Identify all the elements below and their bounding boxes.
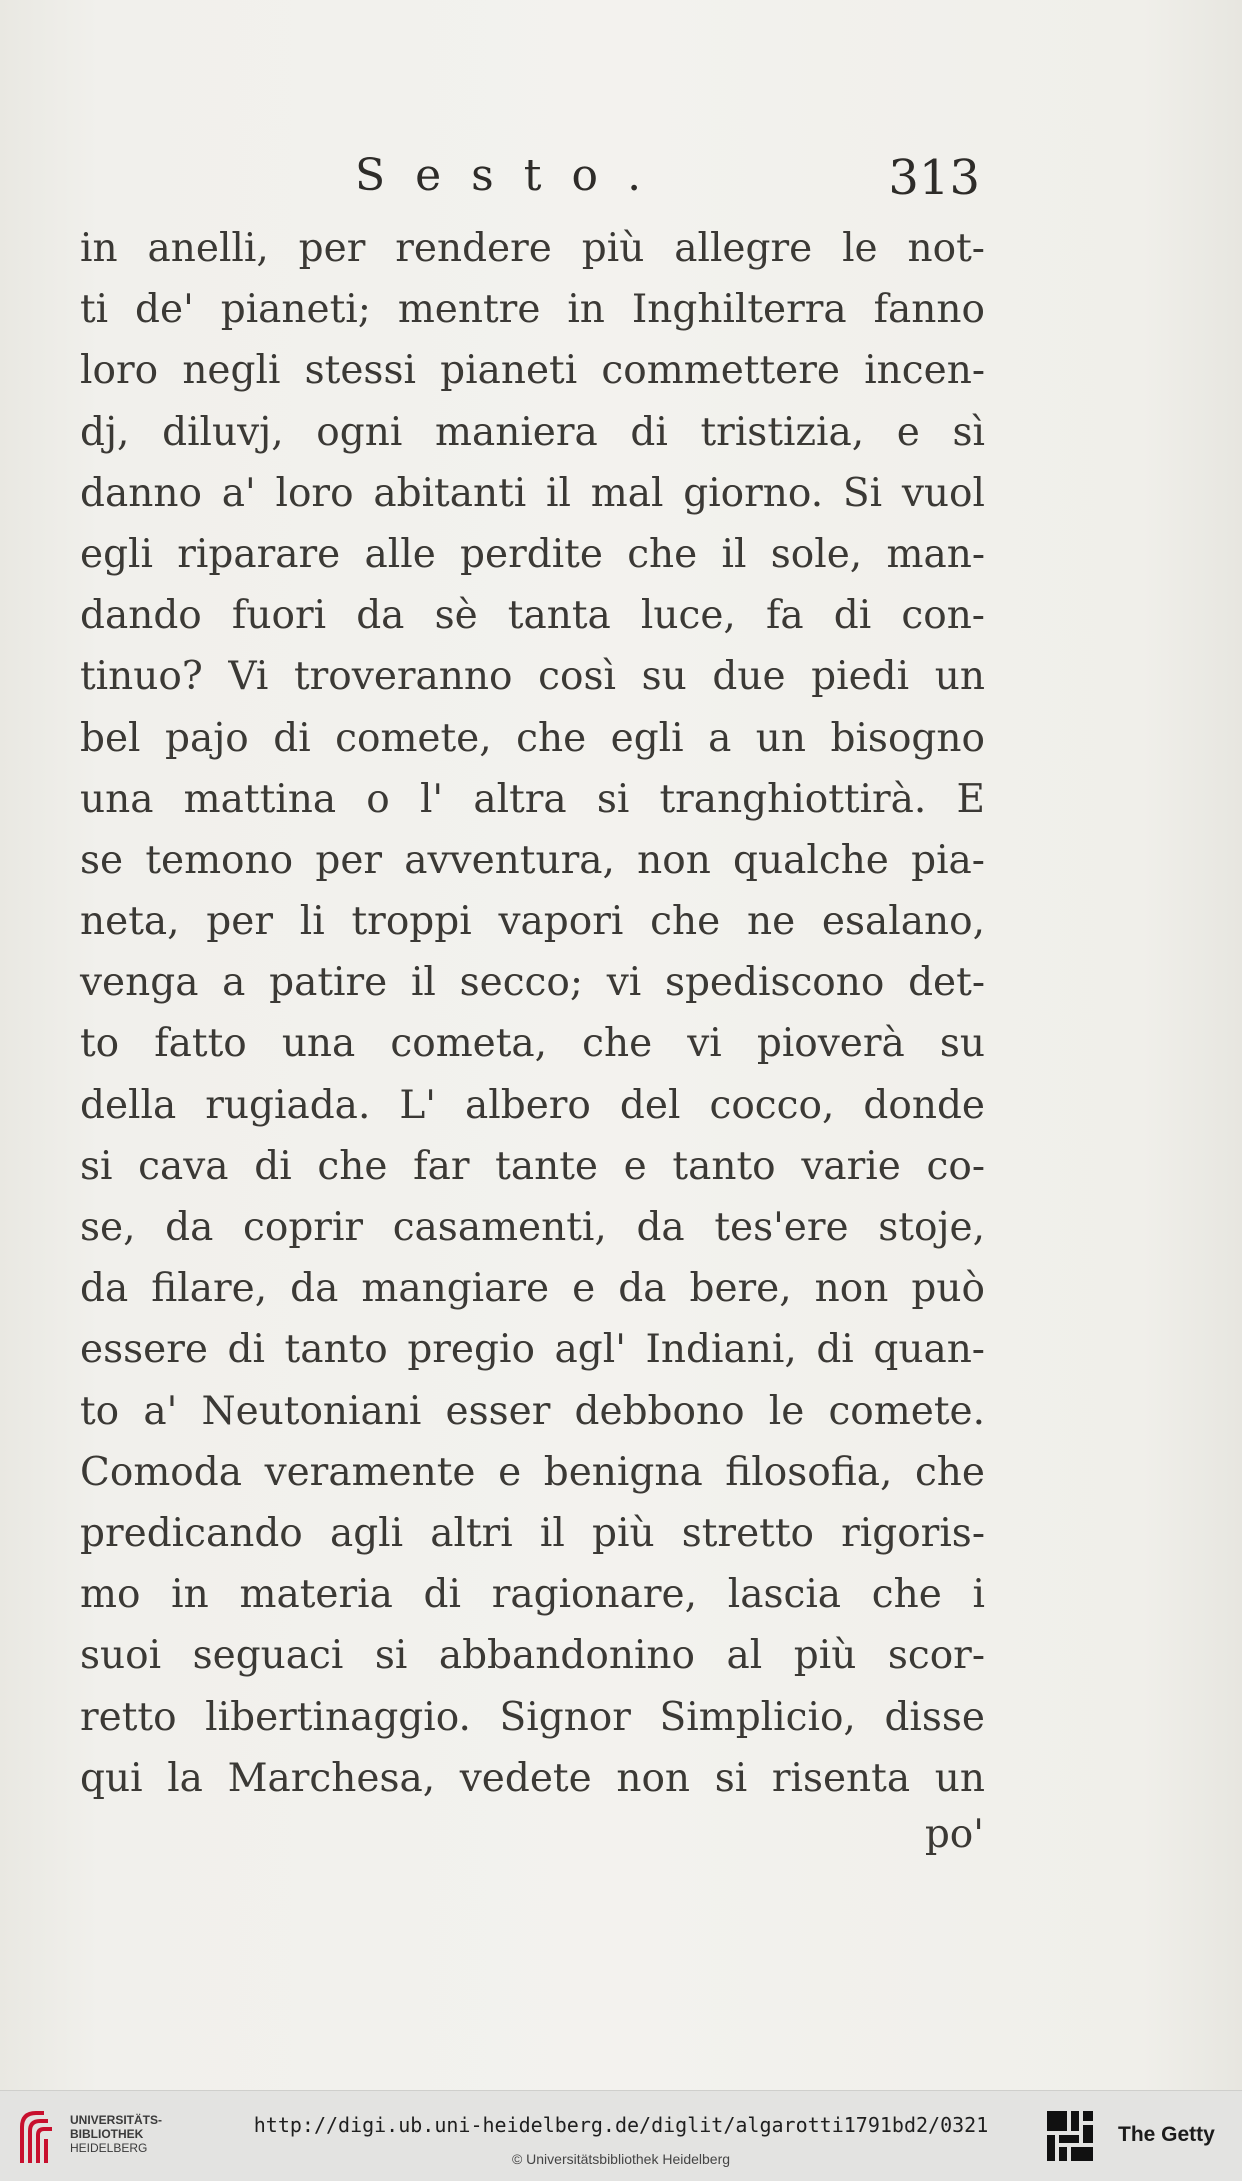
text-line: loro negli stessi pianeti commettere incen- <box>80 348 985 394</box>
library-name-line: BIBLIOTHEK <box>70 2127 144 2141</box>
running-head: Sesto. <box>355 150 672 201</box>
text-line: si cava di che far tante e tanto varie co- <box>80 1143 985 1189</box>
catchword: po' <box>924 1812 984 1857</box>
text-line: mo in materia di ragionare, lascia che i <box>80 1572 985 1618</box>
library-name-line: HEIDELBERG <box>70 2141 148 2155</box>
text-line: se, da coprir casamenti, da tes'ere stoje, <box>80 1205 985 1250</box>
text-line: neta, per li troppi vapori che ne esalano, <box>80 899 985 945</box>
text-line: ti de' pianeti; mentre in Inghilterra fanno <box>80 287 985 333</box>
text-line: retto libertinaggio. Signor Simplicio, disse <box>80 1694 985 1740</box>
page-number: 313 <box>888 150 980 206</box>
text-line: danno a' loro abitanti il mal giorno. Si vuol <box>80 470 985 516</box>
permalink-url[interactable]: http://digi.ub.uni-heidelberg.de/diglit/algarotti1791bd2/0321 <box>253 2113 989 2137</box>
page-header <box>80 150 980 220</box>
text-line: predicando agli altri il più stretto rigoris- <box>80 1510 985 1556</box>
footer-bar <box>0 2090 1242 2181</box>
text-line: Comoda veramente e benigna filosofia, che <box>80 1449 985 1495</box>
text-line: da filare, da mangiare e da bere, non può <box>80 1266 985 1312</box>
body-text <box>80 218 985 1809</box>
text-line: qui la Marchesa, vedete non si risenta un <box>80 1755 985 1801</box>
text-line: essere di tanto pregio agl' Indiani, di quan- <box>80 1327 985 1373</box>
copyright-notice: © Universitätsbibliothek Heidelberg <box>511 2151 731 2167</box>
text-line: to a' Neutoniani esser debbono le comete. <box>80 1388 985 1434</box>
text-line: della rugiada. L' albero del cocco, donde <box>80 1082 985 1128</box>
text-line: venga a patire il secco; vi spediscono det- <box>80 960 985 1006</box>
text-line: una mattina o l' altra si tranghiottirà. E <box>80 776 985 822</box>
text-line: tinuo? Vi troveranno così su due piedi un <box>80 654 985 700</box>
text-line: dj, diluvj, ogni maniera di tristizia, e sì <box>80 409 985 455</box>
text-line: egli riparare alle perdite che il sole, man- <box>80 531 985 577</box>
getty-logo-icon[interactable] <box>1045 2109 1095 2165</box>
text-line: to fatto una cometa, che vi pioverà su <box>80 1021 985 1067</box>
partner-name: The Getty <box>1118 2123 1215 2146</box>
text-line: dando fuori da sè tanta luce, fa di con- <box>80 593 985 639</box>
text-line: in anelli, per rendere più allegre le not- <box>80 226 985 271</box>
library-name-line: UNIVERSITÄTS- <box>70 2113 163 2127</box>
text-line: bel pajo di comete, che egli a un bisogno <box>80 715 985 761</box>
text-line: se temono per avventura, non qualche pia- <box>80 837 985 883</box>
text-line: suoi seguaci si abbandonino al più scor- <box>80 1633 985 1679</box>
